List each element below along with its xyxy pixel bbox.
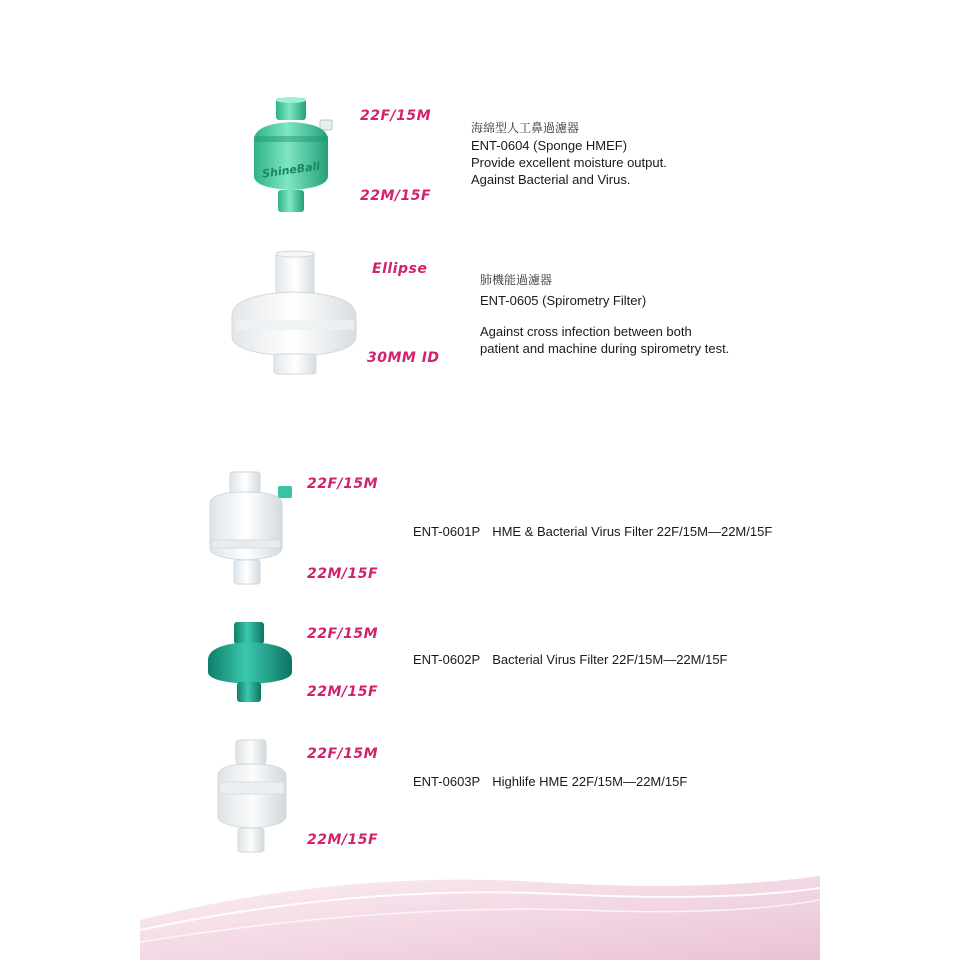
product-title-cn: 海綿型人工鼻過濾器	[471, 121, 580, 135]
product-code: ENT-0601P	[413, 524, 481, 539]
product-desc: Highlife HME 22F/15M—22M/15F	[492, 774, 688, 789]
footer-wave-decoration	[140, 870, 820, 960]
connector-label-bottom: 22M/15F	[360, 188, 432, 204]
product-line: patient and machine during spirometry test.	[480, 341, 730, 356]
connector-label-bottom: 22M/15F	[307, 832, 379, 848]
connector-label-top: 22F/15M	[307, 626, 379, 642]
product-line: ENT-0605 (Spirometry Filter)	[480, 293, 647, 308]
product-line: Against Bacterial and Virus.	[471, 172, 631, 187]
product-listing	[413, 774, 687, 789]
hme-bacterial-virus-filter-image	[206, 470, 296, 588]
connector-label-bottom: 30MM ID	[367, 350, 440, 366]
spirometry-filter-product-image	[228, 250, 358, 376]
product-title-cn: 肺機能過濾器	[480, 273, 553, 287]
product-line: ENT-0604 (Sponge HMEF)	[471, 138, 628, 153]
product-code: ENT-0602P	[413, 652, 481, 667]
bacterial-virus-filter-image	[204, 620, 296, 706]
sponge-hmef-product-image	[248, 96, 338, 216]
product-description	[471, 120, 667, 188]
product-listing	[413, 524, 772, 539]
product-line: Against cross infection between both	[480, 324, 692, 339]
connector-label-top: 22F/15M	[360, 108, 432, 124]
connector-label-top: 22F/15M	[307, 746, 379, 762]
connector-label-top: Ellipse	[372, 261, 428, 277]
product-line: Provide excellent moisture output.	[471, 155, 667, 170]
product-listing	[413, 652, 728, 667]
product-desc: Bacterial Virus Filter 22F/15M—22M/15F	[492, 652, 728, 667]
catalog-page	[140, 40, 820, 960]
connector-label-bottom: 22M/15F	[307, 684, 379, 700]
brand-logo-text: ShineBall	[261, 159, 321, 181]
product-description	[480, 272, 729, 357]
product-code: ENT-0603P	[413, 774, 481, 789]
connector-label-top: 22F/15M	[307, 476, 379, 492]
product-desc: HME & Bacterial Virus Filter 22F/15M—22M/15F	[492, 524, 773, 539]
highlife-hme-image	[214, 738, 290, 854]
connector-label-bottom: 22M/15F	[307, 566, 379, 582]
